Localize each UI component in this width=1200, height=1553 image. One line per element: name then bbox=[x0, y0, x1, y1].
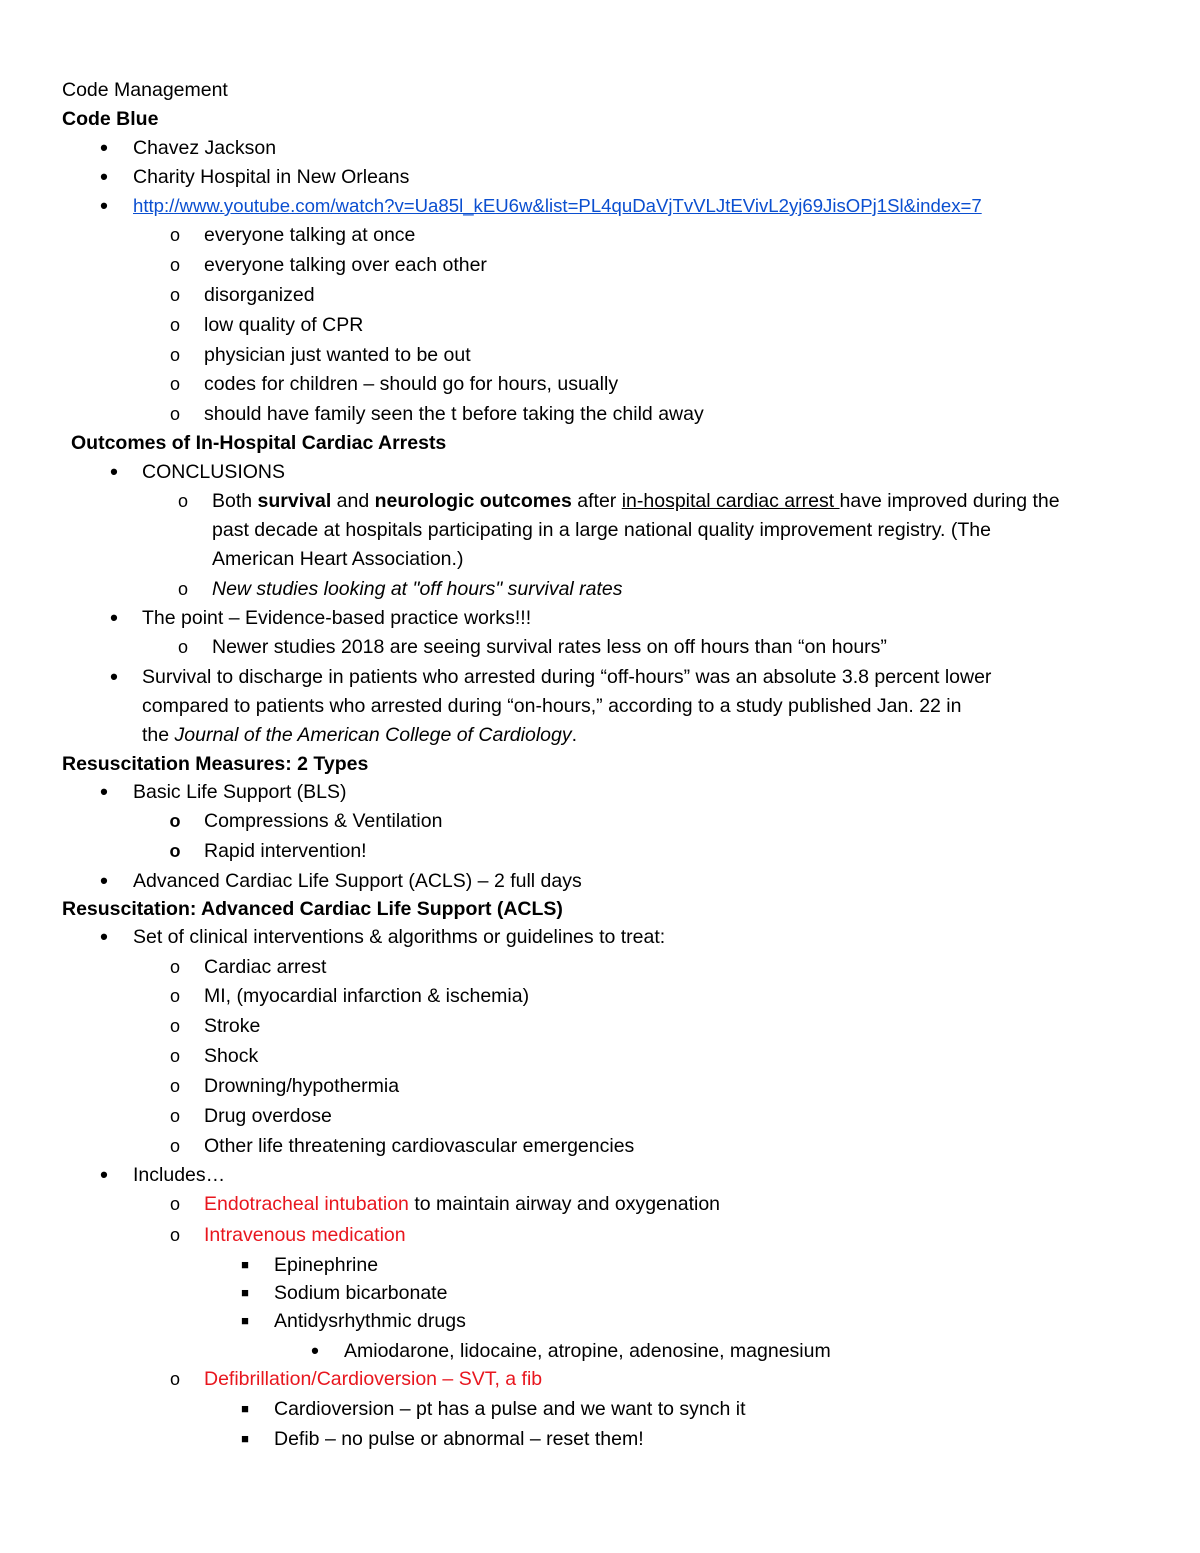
circle-bullet-icon: o bbox=[169, 315, 180, 335]
list-item: Includes… bbox=[133, 1164, 226, 1186]
survival-paragraph-line-3: the Journal of the American College of Cardiology. bbox=[142, 724, 578, 746]
bullet-icon: • bbox=[100, 779, 108, 804]
list-item: New studies looking at "off hours" survival rates bbox=[212, 578, 623, 600]
section-heading-code-blue: Code Blue bbox=[62, 108, 159, 130]
circle-bullet-icon: o bbox=[169, 1225, 180, 1245]
bullet-icon: • bbox=[100, 193, 108, 218]
list-item: Other life threatening cardiovascular emergencies bbox=[204, 1135, 635, 1157]
list-item: Set of clinical interventions & algorithms or guidelines to treat: bbox=[133, 926, 666, 948]
list-item: Basic Life Support (BLS) bbox=[133, 781, 347, 803]
circle-bullet-icon: o bbox=[177, 637, 188, 657]
section-heading-outcomes: Outcomes of In-Hospital Cardiac Arrests bbox=[71, 432, 447, 454]
list-item: Defib – no pulse or abnormal – reset them! bbox=[274, 1428, 644, 1450]
list-item: physician just wanted to be out bbox=[204, 344, 471, 366]
list-item: Charity Hospital in New Orleans bbox=[133, 166, 410, 188]
circle-bullet-icon: o bbox=[169, 404, 180, 424]
list-item: Cardiac arrest bbox=[204, 956, 327, 978]
list-item: Drug overdose bbox=[204, 1105, 332, 1127]
circle-bullet-icon: o bbox=[169, 1136, 180, 1156]
square-bullet-icon: ■ bbox=[241, 1431, 249, 1446]
list-item: Stroke bbox=[204, 1015, 261, 1037]
bullet-icon: • bbox=[100, 868, 108, 893]
bullet-icon: • bbox=[100, 135, 108, 160]
circle-bullet-icon: o bbox=[169, 285, 180, 305]
list-item: Defibrillation/Cardioversion – SVT, a fib bbox=[204, 1368, 543, 1390]
circle-bullet-icon: o bbox=[177, 579, 188, 599]
circle-bullet-icon: o bbox=[169, 1369, 180, 1389]
section-heading-resuscitation-measures: Resuscitation Measures: 2 Types bbox=[62, 753, 369, 775]
circle-bullet-icon: o bbox=[169, 1076, 180, 1096]
list-item: The point – Evidence-based practice works!!! bbox=[142, 607, 532, 629]
conclusion-paragraph-line-1: Both survival and neurologic outcomes after in-hospital cardiac arrest have improved during the bbox=[212, 490, 1060, 512]
document-title: Code Management bbox=[62, 79, 228, 101]
circle-bullet-icon: o bbox=[169, 811, 181, 831]
list-item: Drowning/hypothermia bbox=[204, 1075, 400, 1097]
bullet-icon: • bbox=[100, 164, 108, 189]
circle-bullet-icon: o bbox=[169, 1106, 180, 1126]
section-heading-acls: Resuscitation: Advanced Cardiac Life Support (ACLS) bbox=[62, 898, 563, 920]
list-item: codes for children – should go for hours, usually bbox=[204, 373, 619, 395]
square-bullet-icon: ■ bbox=[241, 1313, 249, 1328]
circle-bullet-icon: o bbox=[169, 957, 180, 977]
conclusion-paragraph-line-3: American Heart Association.) bbox=[212, 548, 464, 570]
list-item: Chavez Jackson bbox=[133, 137, 277, 159]
circle-bullet-icon: o bbox=[169, 1046, 180, 1066]
square-bullet-icon: ■ bbox=[241, 1257, 249, 1272]
circle-bullet-icon: o bbox=[169, 255, 180, 275]
circle-bullet-icon: o bbox=[169, 345, 180, 365]
list-item: Newer studies 2018 are seeing survival rates less on off hours than “on hours” bbox=[212, 636, 887, 658]
bullet-icon: • bbox=[311, 1338, 319, 1363]
list-item: Rapid intervention! bbox=[204, 840, 367, 862]
bullet-icon: • bbox=[110, 664, 118, 689]
bullet-icon: • bbox=[100, 1162, 108, 1187]
list-item-conclusions: CONCLUSIONS bbox=[142, 461, 286, 483]
conclusion-paragraph-line-2: past decade at hospitals participating in a large national quality improvement registry. (The bbox=[212, 519, 991, 541]
youtube-link[interactable]: http://www.youtube.com/watch?v=Ua85l_kEU6w&list=PL4quDaVjTvVLJtEVivL2yj69JisOPj1Sl&index=7 bbox=[133, 195, 982, 216]
list-item: Epinephrine bbox=[274, 1254, 379, 1276]
square-bullet-icon: ■ bbox=[241, 1285, 249, 1300]
list-item: disorganized bbox=[204, 284, 315, 306]
circle-bullet-icon: o bbox=[169, 986, 180, 1006]
list-item: Endotracheal intubation to maintain airway and oxygenation bbox=[204, 1193, 721, 1215]
bullet-icon: • bbox=[110, 459, 118, 484]
list-item: Compressions & Ventilation bbox=[204, 810, 443, 832]
list-item: Advanced Cardiac Life Support (ACLS) – 2 full days bbox=[133, 870, 582, 892]
bullet-icon: • bbox=[100, 924, 108, 949]
circle-bullet-icon: o bbox=[169, 841, 181, 861]
bullet-icon: • bbox=[110, 605, 118, 630]
circle-bullet-icon: o bbox=[169, 225, 180, 245]
list-item: everyone talking at once bbox=[204, 224, 416, 246]
square-bullet-icon: ■ bbox=[241, 1401, 249, 1416]
list-item: everyone talking over each other bbox=[204, 254, 487, 276]
list-item: Sodium bicarbonate bbox=[274, 1282, 448, 1304]
survival-paragraph-line-2: compared to patients who arrested during “on-hours,” according to a study published Jan. 22 in bbox=[142, 695, 962, 717]
list-item: Antidysrhythmic drugs bbox=[274, 1310, 466, 1332]
list-item: Cardioversion – pt has a pulse and we want to synch it bbox=[274, 1398, 746, 1420]
circle-bullet-icon: o bbox=[169, 374, 180, 394]
list-item: should have family seen the t before taking the child away bbox=[204, 403, 704, 425]
survival-paragraph-line-1: Survival to discharge in patients who arrested during “off-hours” was an absolute 3.8 percent lower bbox=[142, 666, 992, 688]
list-item: Shock bbox=[204, 1045, 259, 1067]
list-item: Amiodarone, lidocaine, atropine, adenosine, magnesium bbox=[344, 1340, 831, 1362]
circle-bullet-icon: o bbox=[169, 1016, 180, 1036]
circle-bullet-icon: o bbox=[169, 1194, 180, 1214]
list-item: low quality of CPR bbox=[204, 314, 364, 336]
list-item: MI, (myocardial infarction & ischemia) bbox=[204, 985, 530, 1007]
circle-bullet-icon: o bbox=[177, 491, 188, 511]
list-item: Intravenous medication bbox=[204, 1224, 406, 1246]
